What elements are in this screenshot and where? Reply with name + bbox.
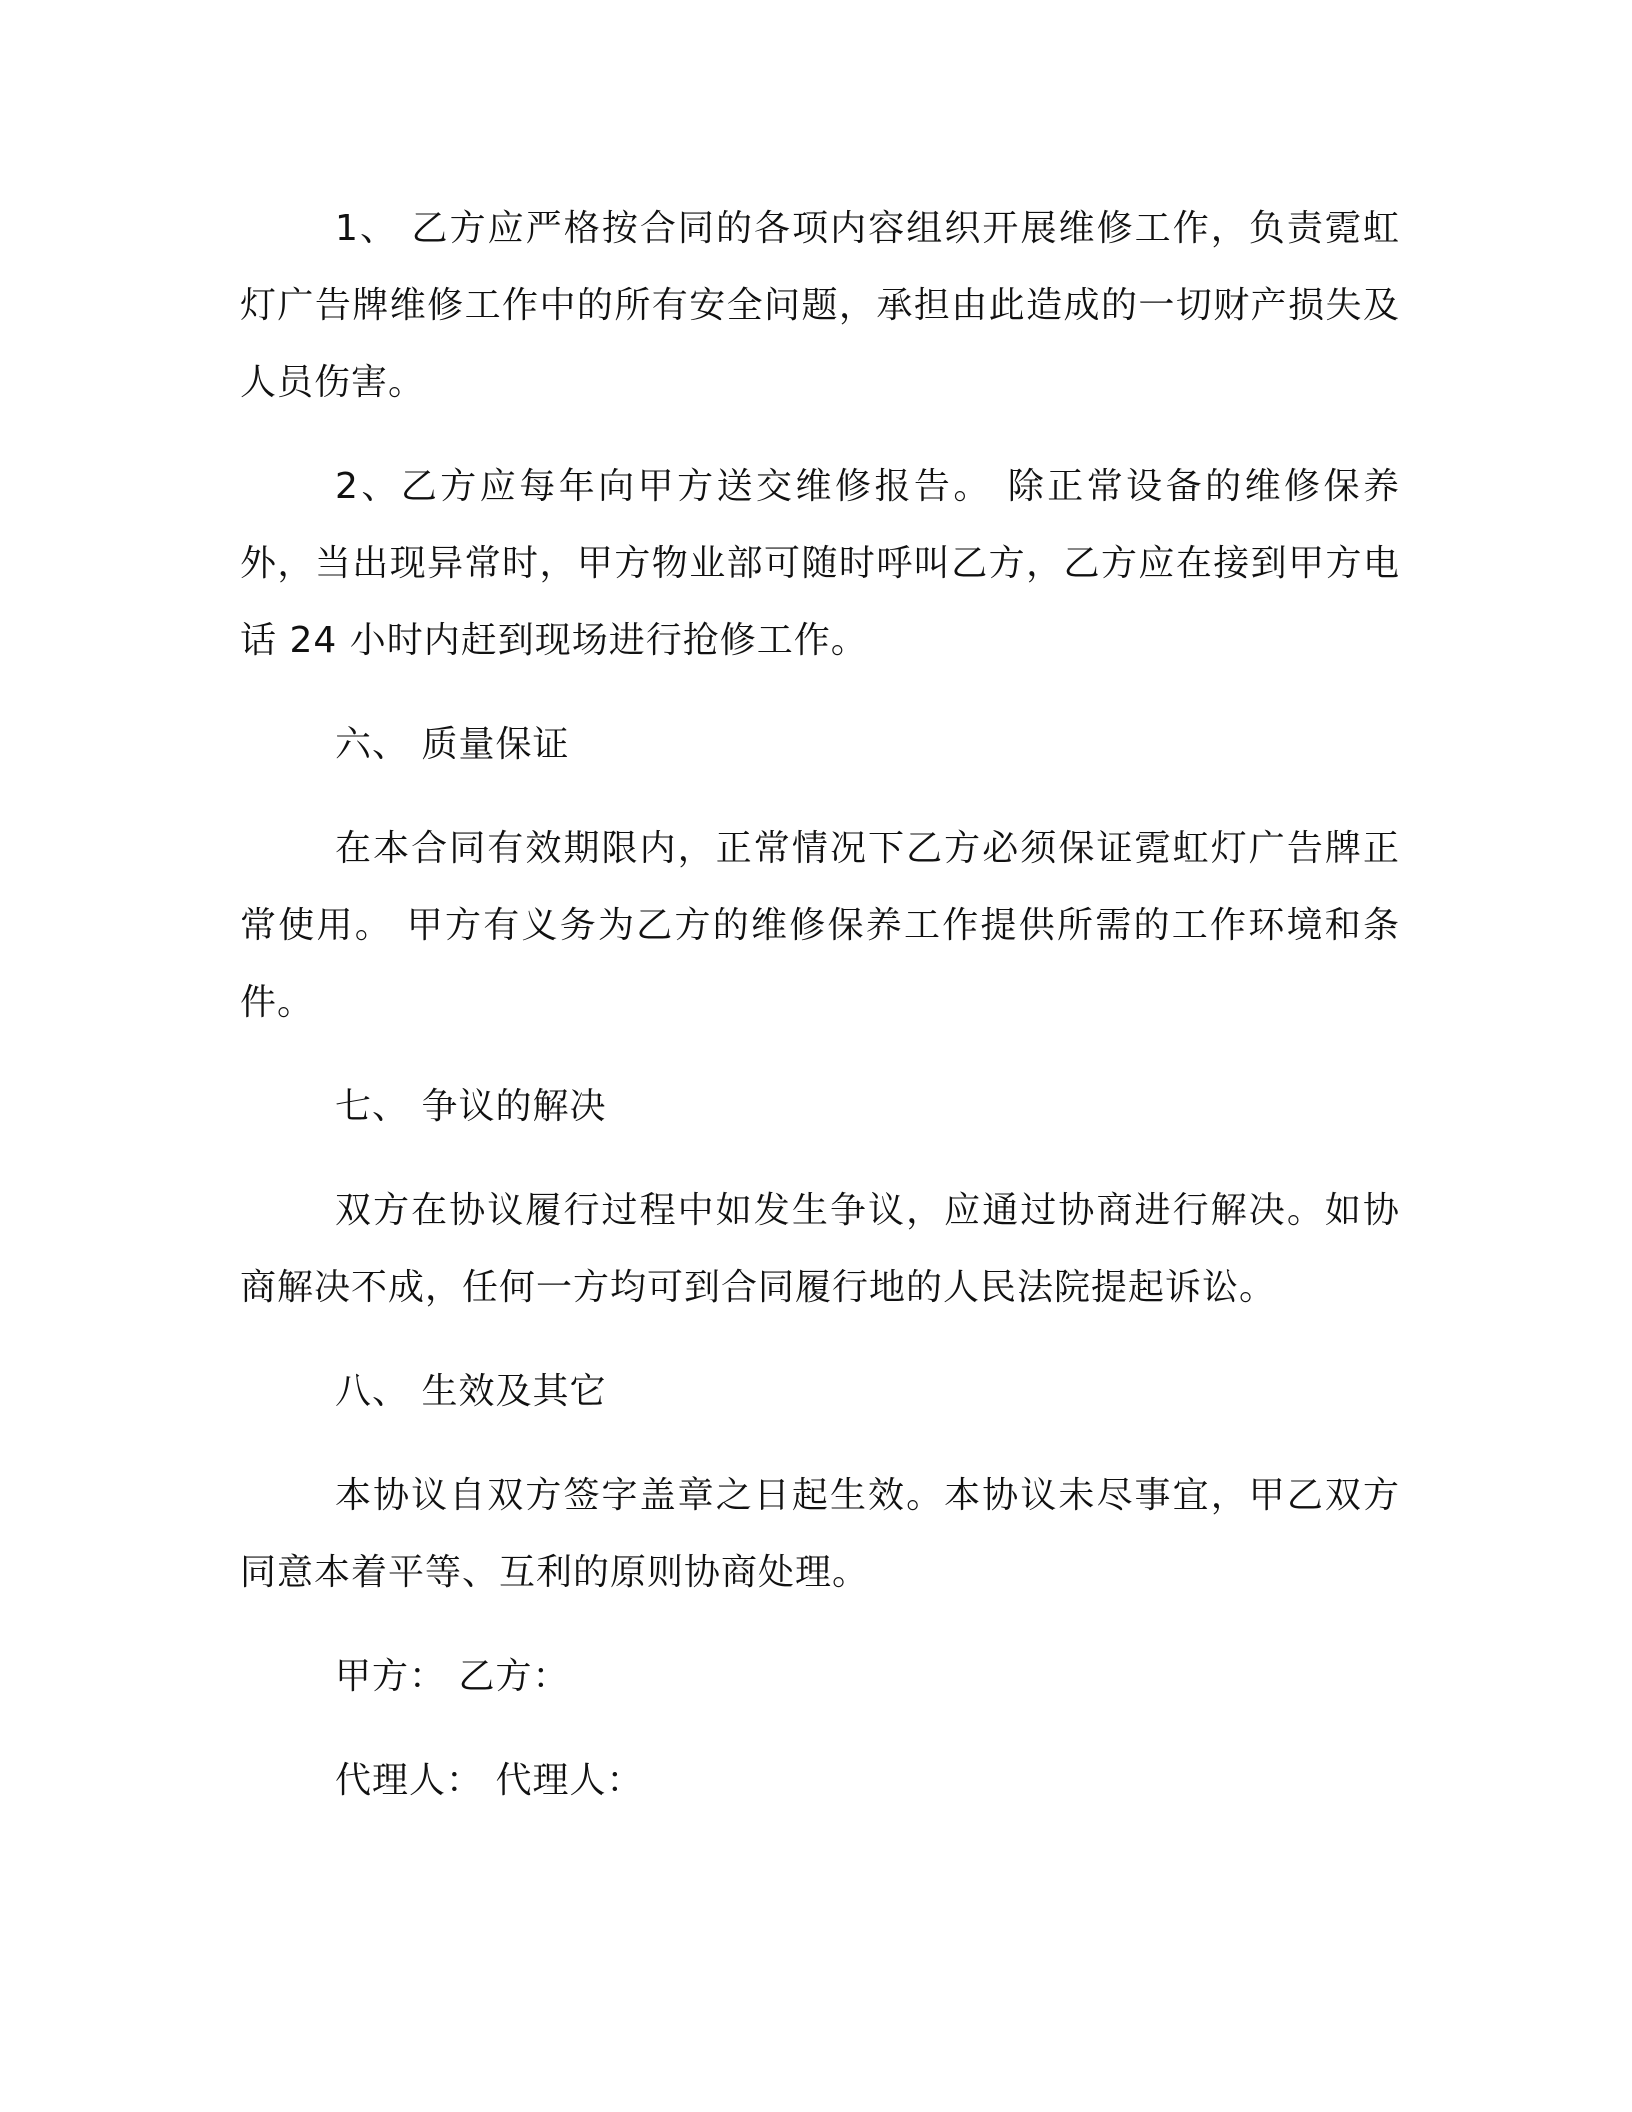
clause-2-paragraph: 2、乙方应每年向甲方送交维修报告。 除正常设备的维修保养外，当出现异常时，甲方物业部可随时呼叫乙方，乙方应在接到甲方电话 24 小时内赶到现场进行抢修工作。	[240, 466, 1400, 661]
clause-1-paragraph: 1、 乙方应严格按合同的各项内容组织开展维修工作，负责霓虹灯广告牌维修工作中的所有安全问题，承担由此造成的一切财产损失及人员伤害。	[240, 208, 1400, 403]
signature-agents-line: 代理人： 代理人：	[335, 1760, 644, 1801]
dispute-paragraph: 双方在协议履行过程中如发生争议，应通过协商进行解决。如协商解决不成，任何一方均可到合同履行地的人民法院提起诉讼。	[240, 1190, 1400, 1308]
section-heading-effect: 八、 生效及其它	[335, 1371, 607, 1412]
signature-parties-line: 甲方： 乙方：	[335, 1656, 570, 1697]
section-heading-dispute: 七、 争议的解决	[335, 1086, 607, 1127]
effect-paragraph: 本协议自双方签字盖章之日起生效。本协议未尽事宜，甲乙双方同意本着平等、互利的原则协商处理。	[240, 1475, 1400, 1593]
quality-paragraph: 在本合同有效期限内，正常情况下乙方必须保证霓虹灯广告牌正常使用。 甲方有义务为乙方的维修保养工作提供所需的工作环境和条件。	[240, 828, 1400, 1023]
document-body	[240, 190, 1400, 1819]
section-heading-quality: 六、 质量保证	[335, 724, 570, 765]
